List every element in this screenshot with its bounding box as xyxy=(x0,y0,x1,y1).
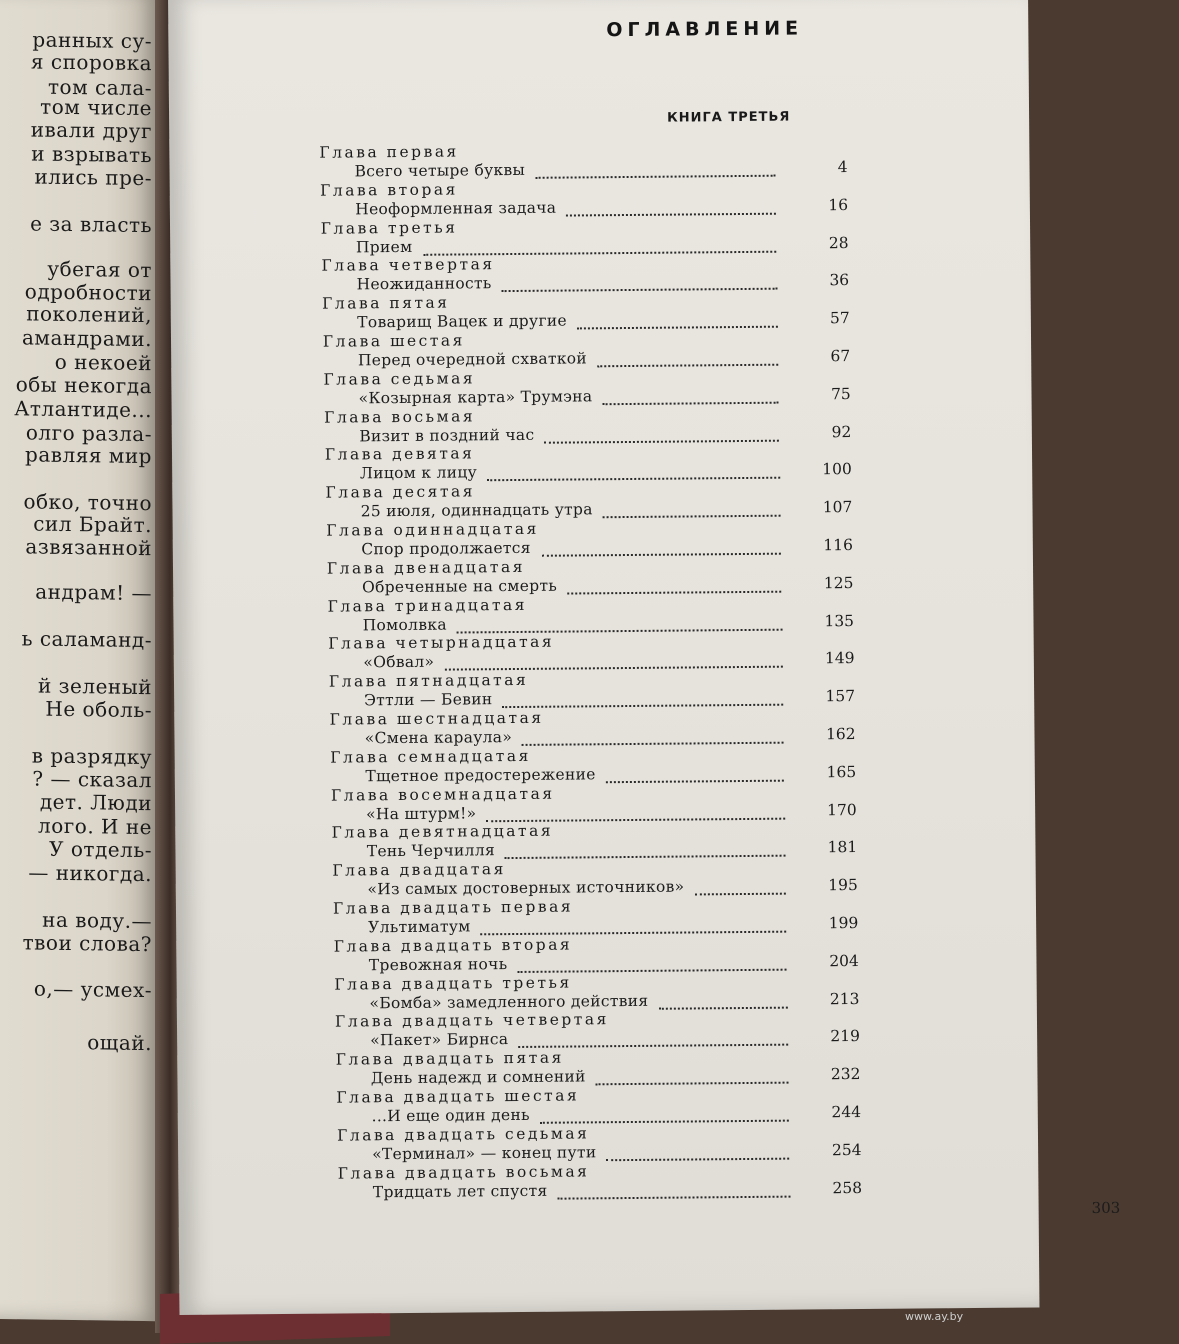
chapter-title: Обреченные на смерть xyxy=(361,576,558,597)
dot-leader xyxy=(603,513,781,519)
facing-page-line: ь саламанд- xyxy=(21,626,152,653)
chapter-title: Тщетное предостережение xyxy=(365,765,596,786)
dot-leader xyxy=(505,853,786,859)
page-number: 181 xyxy=(827,838,858,857)
chapter-title: Прием xyxy=(355,237,413,256)
facing-page-line: я споровка xyxy=(30,49,152,76)
chapter-title: Неожиданность xyxy=(356,274,492,294)
chapter-title: Тревожная ночь xyxy=(368,954,508,975)
chapter-title: День надежд и сомнений xyxy=(370,1067,586,1088)
page-number: 258 xyxy=(832,1178,863,1197)
chapter-label: Глава двадцать шестая xyxy=(336,1086,580,1107)
page-number: 125 xyxy=(823,573,854,593)
dot-leader xyxy=(502,702,783,708)
dot-leader xyxy=(457,626,783,633)
facing-page-line: олго разла- xyxy=(25,420,152,447)
book-heading: КНИГА ТРЕТЬЯ xyxy=(667,109,791,126)
facing-page-line: обко, точно xyxy=(23,489,152,516)
facing-page-line: убегая от xyxy=(47,256,152,283)
chapter-label: Глава двадцать первая xyxy=(332,897,574,918)
facing-page-line: лого. И не xyxy=(38,813,152,840)
dot-leader xyxy=(502,286,778,292)
chapter-title: «Смена караула» xyxy=(364,728,513,748)
page-number: 16 xyxy=(828,195,849,215)
dot-leader xyxy=(423,248,776,255)
chapter-label: Глава четырнадцатая xyxy=(328,633,555,654)
facing-page-line: ощай. xyxy=(87,1030,152,1056)
dot-leader xyxy=(577,324,778,330)
dot-leader xyxy=(542,551,781,557)
chapter-title: Лицом к лицу xyxy=(359,463,478,483)
chapter-label: Глава пятнадцатая xyxy=(328,671,529,691)
dot-leader xyxy=(518,966,787,972)
dot-leader xyxy=(659,1004,788,1009)
facing-page-line: поколений, xyxy=(26,301,152,328)
page-number: 75 xyxy=(830,384,851,404)
dot-leader xyxy=(606,777,784,783)
dot-leader xyxy=(603,399,779,405)
chapter-label: Глава восьмая xyxy=(324,406,476,427)
facing-page-line: ? — сказал xyxy=(32,766,152,793)
page-number: 135 xyxy=(824,611,855,630)
dot-leader xyxy=(606,1155,789,1161)
facing-page-line: е за власть xyxy=(30,211,152,238)
chapter-label: Глава одиннадцатая xyxy=(326,519,539,540)
chapter-label: Глава седьмая xyxy=(323,369,476,389)
page-number: 170 xyxy=(827,800,857,819)
chapter-title: «На штурм!» xyxy=(366,803,477,823)
facing-page-line: — никогда. xyxy=(28,860,152,887)
chapter-title: 25 июля, одиннадцать утра xyxy=(360,500,593,521)
chapter-label: Глава двадцать третья xyxy=(334,973,572,994)
chapter-label: Глава двадцатая xyxy=(332,860,506,880)
page-number: 219 xyxy=(830,1027,861,1046)
dot-leader xyxy=(480,929,786,936)
facing-page-line: на воду.— xyxy=(42,907,152,934)
page-number: 254 xyxy=(831,1140,862,1160)
page-number: 107 xyxy=(822,498,853,517)
facing-page-line: ивали друг xyxy=(30,117,152,144)
chapter-label: Глава четвертая xyxy=(321,255,495,276)
page-number: 204 xyxy=(829,951,859,971)
chapter-label: Глава шестнадцатая xyxy=(329,708,544,729)
chapter-title: Ультиматум xyxy=(368,917,471,937)
page-number: 67 xyxy=(830,347,851,366)
page-number: 213 xyxy=(829,989,860,1008)
chapter-title: Помолвка xyxy=(362,615,447,634)
chapter-title: Спор продолжается xyxy=(361,538,531,559)
chapter-label: Глава двадцать вторая xyxy=(333,935,573,956)
chapter-title: Тридцать лет спустя xyxy=(372,1181,548,1201)
page-number: 116 xyxy=(823,536,853,555)
facing-page-line: Атлантиде... xyxy=(14,396,152,423)
page-number: 4 xyxy=(837,158,848,177)
chapter-title: Товарищ Вацек и другие xyxy=(357,311,568,332)
dot-leader xyxy=(557,1193,790,1199)
dot-leader xyxy=(567,588,781,594)
chapter-label: Глава двадцать восьмая xyxy=(337,1161,590,1183)
facing-page-line: Не оболь- xyxy=(45,696,152,723)
facing-page-line: дет. Люди xyxy=(39,789,152,816)
facing-page-line: У отдель- xyxy=(49,836,152,863)
facing-page-line: в разрядку xyxy=(31,743,152,770)
page-number: 244 xyxy=(831,1102,862,1122)
chapter-title: Тень Черчилля xyxy=(366,841,496,861)
page-number: 28 xyxy=(828,233,849,252)
dot-leader xyxy=(595,1080,788,1086)
page-number: 199 xyxy=(828,914,859,933)
page-folio: 303 xyxy=(1091,1198,1121,1217)
facing-page-line: андрам! — xyxy=(35,579,152,606)
facing-page-line: й зеленый xyxy=(37,673,152,700)
chapter-label: Глава семнадцатая xyxy=(330,746,531,767)
facing-page xyxy=(0,0,160,1321)
dot-leader xyxy=(518,1042,788,1048)
dot-leader xyxy=(566,211,776,217)
facing-page-line: равляя мир xyxy=(25,442,152,469)
facing-page-line: о некоей xyxy=(54,349,152,376)
facing-page-line: том сала- xyxy=(47,74,152,101)
page-number: 100 xyxy=(822,460,852,479)
page-number: 157 xyxy=(825,687,856,706)
chapter-title: «Из самых достоверных источников» xyxy=(367,877,685,899)
chapter-title: ...И еще один день xyxy=(371,1105,530,1126)
facing-page-line: обы некогда xyxy=(15,372,152,399)
dot-leader xyxy=(544,437,779,443)
facing-page-line: азвязанной xyxy=(25,534,152,561)
facing-page-line: о,— усмех- xyxy=(33,976,152,1003)
chapter-title: «Пакет» Бирнса xyxy=(370,1030,509,1050)
chapter-title: «Козырная карта» Трумэна xyxy=(358,387,593,408)
dot-leader xyxy=(487,475,780,482)
chapter-label: Глава пятая xyxy=(322,293,450,313)
chapter-label: Глава первая xyxy=(319,142,459,162)
chapter-label: Глава третья xyxy=(320,218,458,238)
chapter-label: Глава десятая xyxy=(325,482,476,502)
chapter-title: Эттли — Бевин xyxy=(363,690,493,710)
page-number: 36 xyxy=(829,271,850,290)
toc-page xyxy=(168,0,1121,1315)
dot-leader xyxy=(536,173,776,179)
facing-page-line: амандрами. xyxy=(21,325,152,352)
chapter-label: Глава двадцать четвертая xyxy=(334,1010,609,1031)
chapter-label: Глава девятая xyxy=(324,444,475,465)
page-number: 57 xyxy=(829,309,850,328)
dot-leader xyxy=(522,740,784,746)
dot-leader xyxy=(445,664,783,671)
facing-page-line: и взрывать xyxy=(31,141,152,168)
dot-leader xyxy=(540,1118,789,1124)
page-number: 92 xyxy=(831,422,852,441)
page-number: 165 xyxy=(826,762,857,782)
watermark: www.ay.by xyxy=(905,1310,964,1323)
facing-page-line: том числе xyxy=(40,94,152,121)
facing-page-line: твои слова? xyxy=(22,930,152,957)
chapter-title: «Обвал» xyxy=(363,653,435,672)
chapter-title: Визит в поздний час xyxy=(359,425,535,445)
chapter-label: Глава двенадцатая xyxy=(326,557,526,578)
chapter-label: Глава шестая xyxy=(322,331,465,351)
chapter-label: Глава восемнадцатая xyxy=(330,784,555,805)
chapter-label: Глава вторая xyxy=(319,180,458,200)
page-number: 149 xyxy=(824,649,855,668)
chapter-title: Перед очередной схваткой xyxy=(357,349,588,370)
facing-page-line: ились пре- xyxy=(34,164,152,191)
dot-leader xyxy=(695,891,786,896)
chapter-label: Глава двадцать седьмая xyxy=(336,1124,590,1145)
page-number: 195 xyxy=(828,876,858,895)
facing-page-line: одробности xyxy=(24,279,152,306)
chapter-title: Всего четыре буквы xyxy=(354,160,526,181)
chapter-title: «Бомба» замедленного действия xyxy=(369,991,649,1012)
toc-title: ОГЛАВЛЕНИЕ xyxy=(606,17,804,42)
facing-page-line: ранных су- xyxy=(32,27,152,54)
chapter-label: Глава девятнадцатая xyxy=(331,822,554,842)
dot-leader xyxy=(486,815,785,822)
chapter-label: Глава тринадцатая xyxy=(327,595,528,616)
dot-leader xyxy=(597,362,778,368)
page-number: 162 xyxy=(825,725,856,744)
chapter-title: Неоформленная задача xyxy=(355,198,557,219)
chapter-label: Глава двадцать пятая xyxy=(335,1048,564,1069)
facing-page-line: сил Брайт. xyxy=(33,511,152,538)
chapter-title: «Терминал» — конец пути xyxy=(372,1143,597,1164)
page-number: 232 xyxy=(830,1065,861,1084)
